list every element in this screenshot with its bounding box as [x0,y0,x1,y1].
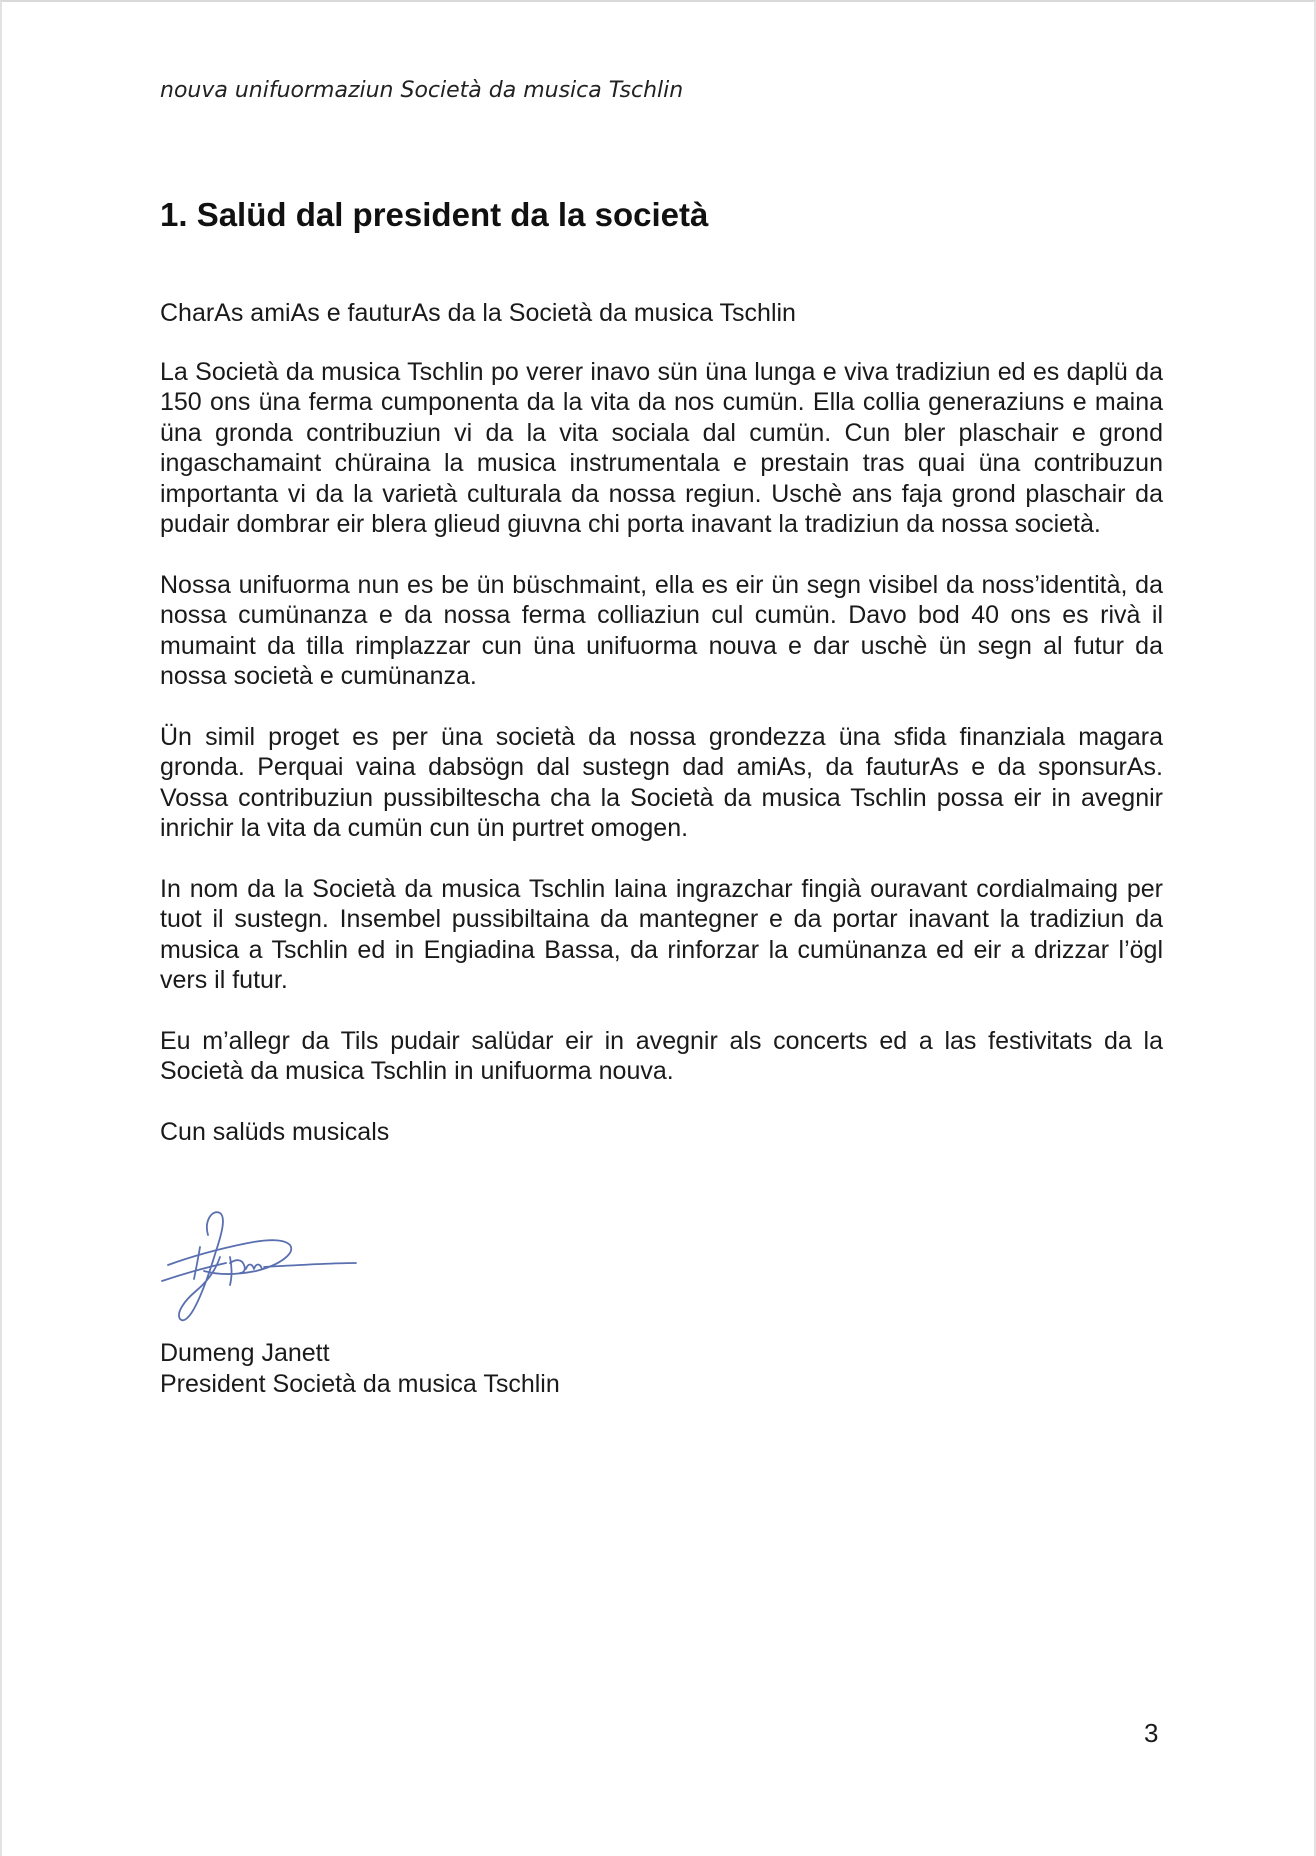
signer-title: President Società da musica Tschlin [160,1370,560,1398]
paragraph-5: Eu m’allegr da Tils pudair salüdar eir in avegnir als concerts ed a las festivitats da la Società da musica Tschlin in unifuorma nouva. [160,1026,1163,1085]
paragraph-1: La Società da musica Tschlin po verer inavo sün üna lunga e viva tradiziun ed es daplü da 150 ons üna ferma cumponenta da la vita da nos cumün. Ella collia generaziuns e maina üna gronda contribuziun vi da la vita sociala dal cumün. Cun bler plaschair e grond ingaschamaint chüraina la musica instrumentala e prestain tras quai üna contribuzun importanta vi da la varietà culturala da nossa regiun. Uschè ans faja grond plaschair da pudair dombrar eir blera glieud giuvna chi porta inavant la tradiziun da nossa società. [160,357,1163,538]
section-heading: 1. Salüd dal president da la società [160,196,709,233]
running-header: nouva unifuormaziun Società da musica Tschlin [160,78,684,103]
letter-body [160,298,1163,1147]
signer-name: Dumeng Janett [160,1339,330,1367]
paragraph-4: In nom da la Società da musica Tschlin laina ingrazchar fingià ouravant cordialmaing per tuot il sustegn. Insembel pussibiltaina da mantegner e da portar inavant la tradiziun da musica a Tschlin ed in Engiadina Bassa, da rinforzar la cumünanza ed eir a drizzar l’ögl vers il futur. [160,874,1163,994]
salutation: CharAs amiAs e fauturAs da la Società da musica Tschlin [160,299,796,327]
closing: Cun salüds musicals [160,1117,390,1146]
page-number: 3 [1144,1718,1159,1748]
paragraph-3: Ün simil proget es per üna società da nossa grondezza üna sfida finanziala magara gronda. Perquai vaina dabsögn dal sustegn dad amiAs, da fauturAs e da sponsurAs. Vossa contribuziun pussibiltescha cha la Società da musica Tschlin possa eir in avegnir inrichir la vita da cumün cun ün purtret omogen. [160,722,1163,842]
handwritten-signature [160,1207,370,1327]
signer-block [160,1338,560,1400]
paragraph-2: Nossa unifuorma nun es be ün büschmaint, ella es eir ün segn visibel da noss’identità, da nossa cumünanza e da nossa ferma colliaziun cul cumün. Davo bod 40 ons es rivà il mumaint da tilla rimplazzar cun üna unifuorma nouva e dar uschè ün segn al futur da nossa società e cumünanza. [160,570,1163,690]
